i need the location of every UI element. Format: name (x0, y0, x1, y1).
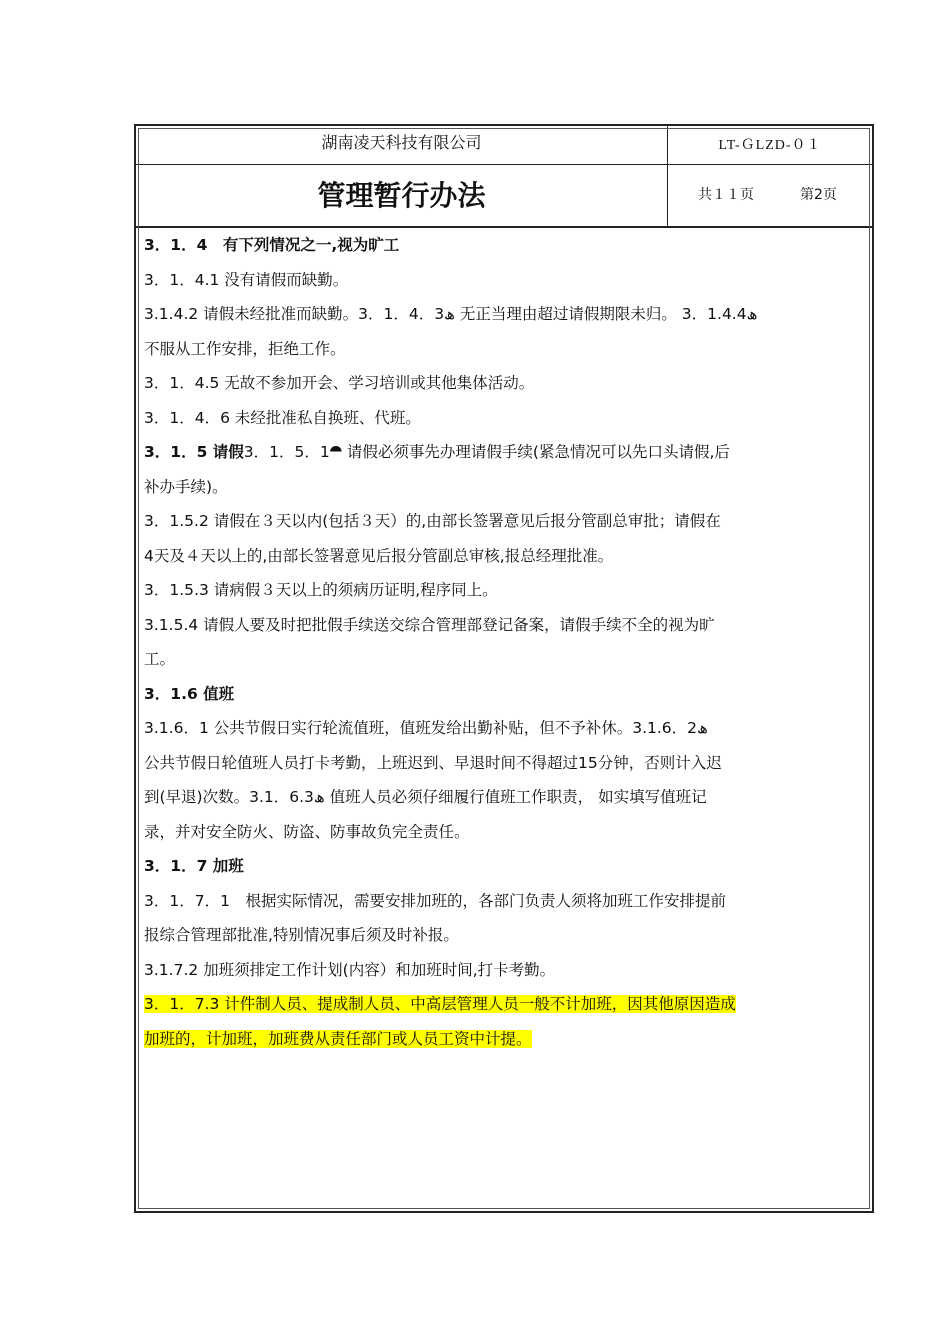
paragraph (144, 435, 864, 470)
paragraph: 3．1．7．1 根据实际情况，需要安排加班的，各部门负责人须将加班工作安排提前 (144, 891, 726, 910)
paragraph: 3.1.7.2 加班须排定工作计划(内容）和加班时间,打卡考勤。 (144, 960, 556, 979)
paragraph: 3．1.5.2 请假在３天以内(包括３天）的,由部长签署意见后报分管副总审批；请假在 (144, 512, 721, 530)
highlighted-paragraph (144, 987, 864, 1022)
paragraph-text: 3．1．5．1⯊ 请假必须事先办理请假手续(紧急情况可以先口头请假,后 (243, 443, 730, 461)
current-page: 第2页 (800, 187, 837, 203)
paragraph: 公共节假日轮值班人员打卡考勤，上班迟到、早退时间不得超过15分钟，否则计入迟 (144, 753, 722, 772)
highlighted-paragraph (144, 1022, 864, 1057)
document-title: 管理暂行办法 (317, 179, 486, 212)
total-pages: 共１１页 (698, 187, 754, 203)
company-name: 湖南凌天科技有限公司 (321, 133, 482, 152)
document-body (144, 228, 864, 1056)
highlighted-text: 3．1．7.3 计件制人员、提成制人员、中高层管理人员一般不计加班，因其他原因造成 (144, 995, 736, 1013)
paragraph: 4天及４天以上的,由部长签署意见后报分管副总审核,报总经理批准。 (144, 546, 614, 565)
paragraph: 工。 (144, 650, 176, 668)
paragraph: 3.1.5.4 请假人要及时把批假手续送交综合管理部登记备案，请假手续不全的视为旷 (144, 615, 715, 634)
paragraph: 3．1．4．6 未经批准私自换班、代班。 (144, 408, 421, 427)
section-heading-3-1-6: 3．1.6 值班 (144, 684, 235, 703)
section-heading-3-1-7: 3．1．7 加班 (144, 857, 244, 875)
paragraph: 报综合管理部批准,特别情况事后须及时补报。 (144, 926, 459, 944)
paragraph: 3．1．4.5 无故不参加开会、学习培训或其他集体活动。 (144, 374, 535, 392)
paragraph: 录，并对安全防火、防盗、防事故负完全责任。 (144, 822, 470, 841)
section-heading-3-1-4: 3．1．4 有下列情况之一,视为旷工 (144, 236, 400, 254)
page-info (668, 165, 872, 226)
paragraph: 3．1．4.1 没有请假而缺勤。 (144, 270, 349, 289)
paragraph: 补办手续)。 (144, 477, 228, 496)
document-frame (134, 124, 874, 1213)
document-header (136, 126, 872, 228)
paragraph: 到(早退)次数。3.1．6.3ھ 值班人员必须仔细履行值班工作职责， 如实填写值班记 (144, 788, 707, 806)
paragraph: 3.1.4.2 请假未经批准而缺勤。3．1．4．3ھ 无正当理由超过请假期限未归。 3．1.4.4ھ (144, 305, 758, 323)
paragraph: 3．1.5.3 请病假３天以上的须病历证明,程序同上。 (144, 581, 498, 599)
section-heading-3-1-5: 3．1．5 请假 (144, 443, 244, 461)
paragraph: 3.1.6．1 公共节假日实行轮流值班，值班发给出勤补贴，但不予补休。3.1.6．2ھ (144, 719, 708, 737)
highlighted-text: 加班的，计加班，加班费从责任部门或人员工资中计提。 (144, 1029, 532, 1048)
document-code: LT-ＧLZD-０１ (718, 138, 822, 153)
paragraph: 不服从工作安排，拒绝工作。 (144, 339, 346, 358)
